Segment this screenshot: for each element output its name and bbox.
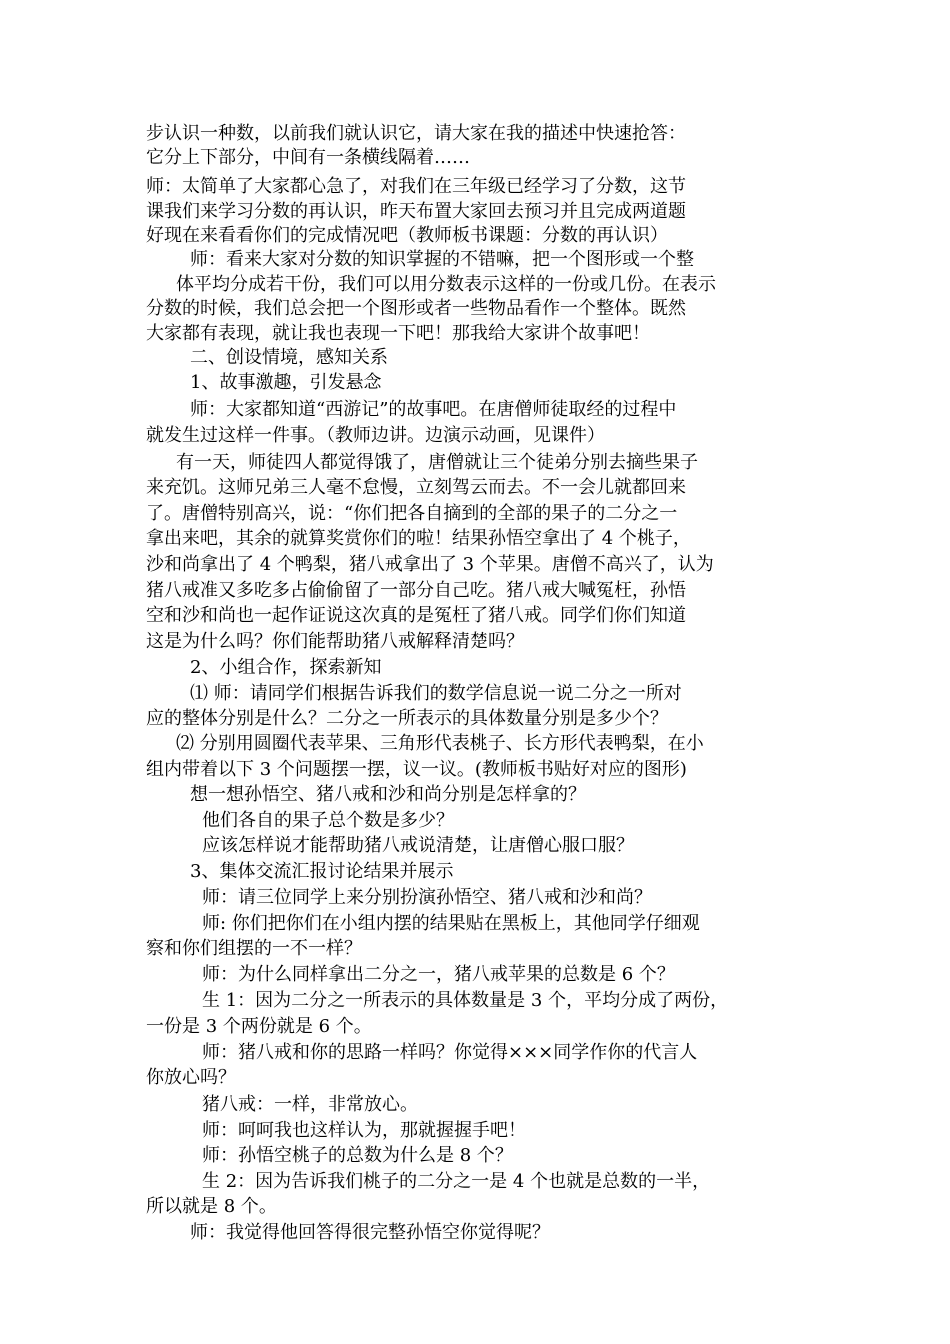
text-line: 有一天，师徒四人都觉得饿了，唐僧就让三个徒弟分别去摘些果子 (176, 452, 698, 473)
text-line: 猪八戒准又多吃多占偷偷留了一部分自己吃。猪八戒大喊冤枉，孙悟 (146, 580, 686, 601)
text-line: 所以就是 8 个。 (146, 1196, 277, 1217)
text-line: ⑴ 师：请同学们根据告诉我们的数学信息说一说二分之一所对 (190, 683, 682, 704)
text-line: 猪八戒：一样，非常放心。 (202, 1094, 418, 1115)
text-line: 师：太简单了大家都心急了，对我们在三年级已经学习了分数，这节 (146, 176, 686, 197)
text-line: 这是为什么吗？你们能帮助猪八戒解释清楚吗？ (146, 631, 524, 652)
text-line: 师：我觉得他回答得很完整孙悟空你觉得呢？ (190, 1222, 550, 1243)
text-line: 师：猪八戒和你的思路一样吗？你觉得×××同学作你的代言人 (202, 1042, 698, 1063)
subsection-heading: 1、故事激趣，引发悬念 (190, 372, 382, 393)
text-line: 分数的时候，我们总会把一个图形或者一些物品看作一个整体。既然 (146, 298, 686, 319)
text-line: 你放心吗？ (146, 1067, 236, 1088)
text-line: 师：孙悟空桃子的总数为什么是 8 个？ (202, 1145, 513, 1166)
text-line: 师：大家都知道“西游记”的故事吧。在唐僧师徒取经的过程中 (190, 399, 677, 420)
subsection-heading: 2、小组合作，探索新知 (190, 657, 382, 678)
text-line: 师：呵呵我也这样认为，那就握握手吧！ (202, 1120, 526, 1141)
text-line: ⑵ 分别用圆圈代表苹果、三角形代表桃子、长方形代表鸭梨，在小 (176, 733, 704, 754)
text-line: 步认识一种数，以前我们就认识它，请大家在我的描述中快速抢答： (146, 123, 686, 144)
text-line: 察和你们组摆的一不一样？ (146, 938, 362, 959)
text-line: 生 2：因为告诉我们桃子的二分之一是 4 个也就是总数的一半， (202, 1171, 711, 1192)
text-line: 组内带着以下 3 个问题摆一摆，议一议。(教师板书贴好对应的图形) (146, 759, 687, 780)
text-line: 空和沙和尚也一起作证说这次真的是冤枉了猪八戒。同学们你们知道 (146, 605, 686, 626)
text-line: 师：请三位同学上来分别扮演孙悟空、猪八戒和沙和尚？ (202, 887, 652, 908)
text-line: 课我们来学习分数的再认识，昨天布置大家回去预习并且完成两道题 (146, 201, 686, 222)
text-line: 一份是 3 个两份就是 6 个。 (146, 1016, 372, 1037)
text-line: 师：为什么同样拿出二分之一，猪八戒苹果的总数是 6 个？ (202, 964, 675, 985)
section-heading: 二、创设情境，感知关系 (190, 347, 388, 368)
text-line: 好现在来看看你们的完成情况吧（教师板书课题：分数的再认识） (146, 225, 668, 246)
text-line: 应的整体分别是什么？二分之一所表示的具体数量分别是多少个？ (146, 708, 668, 729)
text-line: 想一想孙悟空、猪八戒和沙和尚分别是怎样拿的？ (190, 784, 586, 805)
subsection-heading: 3、集体交流汇报讨论结果并展示 (190, 861, 454, 882)
text-line: 他们各自的果子总个数是多少？ (202, 810, 454, 831)
text-line: 了。唐僧特别高兴，说：“你们把各自摘到的全部的果子的二分之一 (146, 503, 678, 524)
text-line: 沙和尚拿出了 4 个鸭梨，猪八戒拿出了 3 个苹果。唐僧不高兴了，认为 (146, 554, 714, 575)
text-line: 体平均分成若干份，我们可以用分数表示这样的一份或几份。在表示 (176, 274, 716, 295)
text-line: 生 1：因为二分之一所表示的具体数量是 3 个，平均分成了两份， (202, 990, 729, 1011)
text-line: 师：看来大家对分数的知识掌握的不错嘛，把一个图形或一个整 (190, 249, 694, 270)
text-line: 就发生过这样一件事。（教师边讲。边演示动画，见课件） (146, 425, 605, 446)
text-line: 大家都有表现，就让我也表现一下吧！那我给大家讲个故事吧！ (146, 323, 650, 344)
text-line: 它分上下部分，中间有一条横线隔着…… (146, 147, 470, 168)
text-line: 拿出来吧，其余的就算奖赏你们的啦！结果孙悟空拿出了 4 个桃子， (146, 528, 691, 549)
text-line: 应该怎样说才能帮助猪八戒说清楚，让唐僧心服口服？ (202, 835, 634, 856)
text-line: 师: 你们把你们在小组内摆的结果贴在黑板上，其他同学仔细观 (202, 913, 700, 934)
text-line: 来充饥。这师兄弟三人毫不怠慢，立刻驾云而去。不一会儿就都回来 (146, 477, 686, 498)
